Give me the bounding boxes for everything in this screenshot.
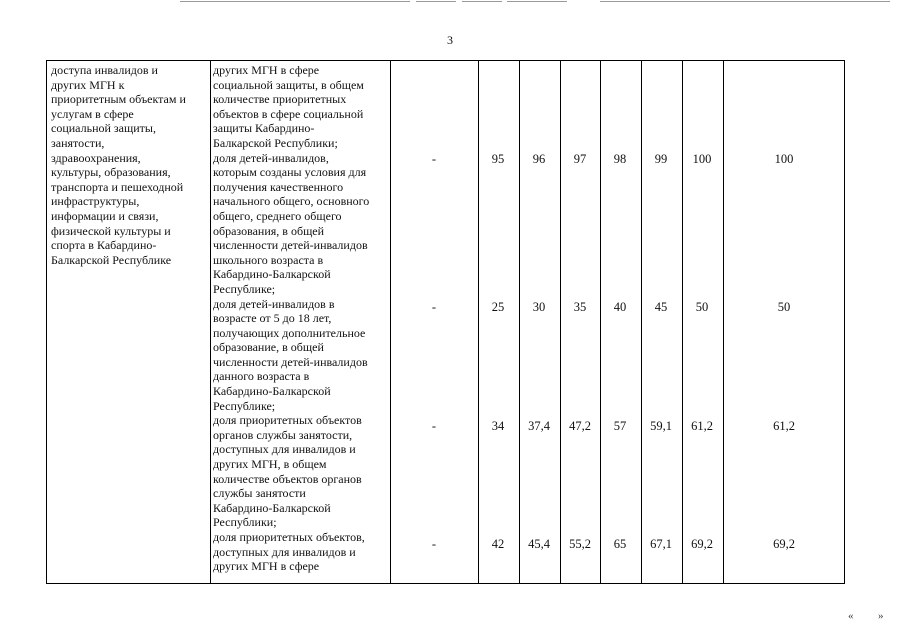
indicator-text-line: численности детей-инвалидов	[213, 238, 368, 253]
year-value-cell: 95	[491, 152, 505, 166]
indicator-text-line: образование, в общей	[213, 340, 324, 355]
indicator-text-line: других МГН в сфере	[213, 63, 320, 77]
goal-text-line: здравоохранения,	[51, 150, 141, 165]
indicator-text-line: данного возраста в	[213, 369, 310, 384]
indicator-text-line: доля приоритетных объектов	[213, 413, 362, 428]
year-value-cell: 61,2	[773, 419, 795, 433]
year-value-cell: 45	[654, 300, 668, 314]
indicator-text-line: которым созданы условия для	[213, 165, 367, 180]
indicator-text-line: школьного возраста в	[213, 252, 324, 267]
indicator-text-line: доля приоритетных объектов,	[213, 530, 365, 544]
base-value-cell: -	[431, 152, 437, 166]
indicator-text-line: количестве объектов органов	[213, 471, 362, 486]
year-value-cell: 35	[573, 300, 587, 314]
year-value-cell: 100	[692, 152, 712, 166]
year-value-cell: 25	[491, 300, 505, 314]
indicator-names-text	[213, 63, 389, 574]
page-number: 3	[447, 33, 453, 47]
goal-text-line: социальной защиты,	[51, 121, 156, 136]
indicator-text-line: Балкарской Республики;	[213, 135, 338, 150]
indicator-text-line: Республики;	[213, 515, 277, 530]
scan-top-edge	[0, 0, 905, 6]
goal-text-line: информации и связи,	[51, 208, 159, 223]
indicator-text-line: объектов в сфере социальной	[213, 106, 364, 121]
indicator-text-line: численности детей-инвалидов	[213, 354, 368, 369]
indicator-text-line: органов службы занятости,	[213, 427, 353, 442]
indicator-text-line: доступных для инвалидов и	[213, 442, 356, 457]
year-value-cell: 55,2	[569, 537, 591, 551]
year-value-cell: 69,2	[691, 537, 713, 551]
year-value-cell: 65	[613, 537, 627, 551]
year-value-cell: 42	[491, 537, 505, 551]
year-value-cell: 37,4	[528, 419, 550, 433]
year-value-cell: 97	[573, 152, 587, 166]
corner-mark-left: «	[848, 610, 854, 622]
indicator-text-line: общего, среднего общего	[213, 208, 342, 223]
goal-text-line: транспорта и пешеходной	[51, 179, 184, 194]
indicator-text-line: доступных для инвалидов и	[213, 544, 356, 559]
goal-text-line: культуры, образования,	[51, 165, 171, 180]
year-value-cell: 30	[532, 300, 546, 314]
indicator-text-line: Республике;	[213, 398, 276, 413]
indicator-text-line: защиты Кабардино-	[213, 121, 315, 136]
indicator-text-line: получающих дополнительное	[213, 325, 366, 340]
base-value-cell: -	[431, 537, 437, 551]
indicator-text-line: возрасте от 5 до 18 лет,	[213, 311, 332, 326]
goal-text-line: услугам в сфере	[51, 106, 134, 121]
indicator-text-line: Кабардино-Балкарской	[213, 384, 331, 399]
indicator-text-line: других МГН, в общем	[213, 457, 327, 472]
indicator-text-line: Кабардино-Балкарской	[213, 267, 331, 282]
year-value-cell: 69,2	[773, 537, 795, 551]
indicator-text-line: количестве приоритетных	[213, 92, 347, 107]
indicator-text-line: Республике;	[213, 281, 276, 296]
indicator-text-line: Кабардино-Балкарской	[213, 500, 331, 515]
indicator-text-line: начального общего, основного	[213, 194, 370, 209]
goal-text-line: физической культуры и	[51, 223, 171, 238]
year-value-cell: 50	[695, 300, 709, 314]
goal-text-line: занятости,	[51, 135, 105, 150]
year-value-cell: 96	[532, 152, 546, 166]
indicator-text-line: социальной защиты, в общем	[213, 77, 364, 92]
year-value-cell: 61,2	[691, 419, 713, 433]
year-value-cell: 67,1	[650, 537, 672, 551]
indicator-table	[46, 60, 845, 584]
base-value-cell: -	[431, 419, 437, 433]
year-value-cell: 47,2	[569, 419, 591, 433]
year-value-cell: 45,4	[528, 537, 550, 551]
indicator-text-line: доля детей-инвалидов в	[213, 296, 335, 311]
goal-text-line: доступа инвалидов и	[51, 63, 158, 77]
year-value-cell: 98	[613, 152, 627, 166]
indicator-text-line: других МГН в сфере	[213, 559, 320, 574]
year-value-cell: 59,1	[650, 419, 672, 433]
indicator-text-line: получения качественного	[213, 179, 344, 194]
indicator-text-line: образования, в общей	[213, 223, 325, 238]
goal-text-line: Балкарской Республике	[51, 252, 172, 267]
year-value-cell: 50	[777, 300, 791, 314]
indicator-text-line: доля детей-инвалидов,	[213, 150, 329, 165]
program-goal-text	[51, 63, 209, 267]
goal-text-line: других МГН к	[51, 77, 125, 92]
year-value-cell: 34	[491, 419, 505, 433]
goal-text-line: спорта в Кабардино-	[51, 238, 157, 253]
corner-mark-right: »	[878, 610, 884, 622]
goal-text-line: инфраструктуры,	[51, 194, 140, 209]
indicator-text-line: службы занятости	[213, 486, 306, 501]
goal-text-line: приоритетным объектам и	[51, 92, 186, 107]
year-value-cell: 40	[613, 300, 627, 314]
base-value-cell: -	[431, 300, 437, 314]
year-value-cell: 100	[774, 152, 794, 166]
year-value-cell: 99	[654, 152, 668, 166]
year-value-cell: 57	[613, 419, 627, 433]
